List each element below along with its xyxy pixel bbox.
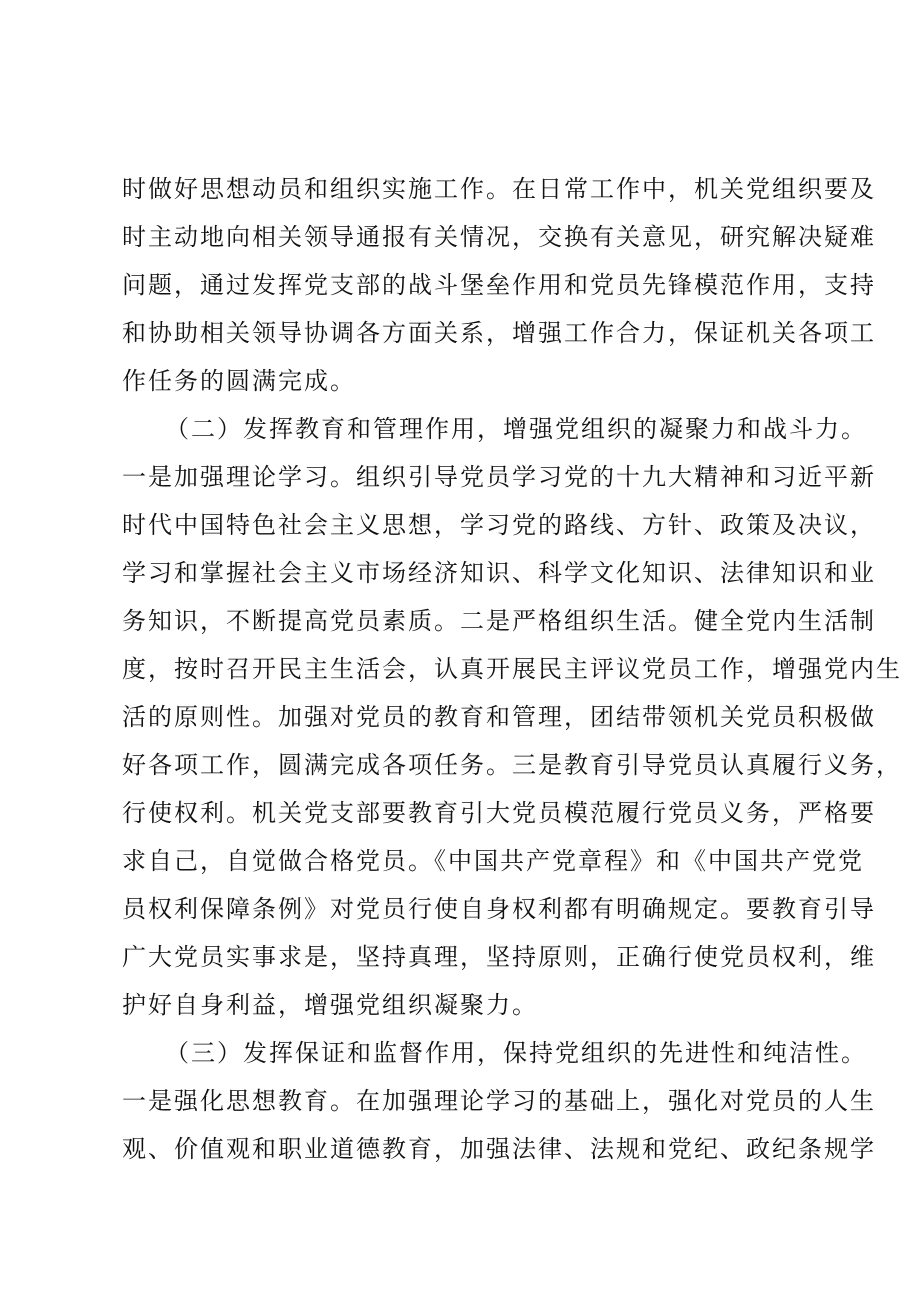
section-heading-2: （二）发挥教育和管理作用，增强党组织的凝聚力和战斗力。 [165, 415, 867, 443]
text-line: 时代中国特色社会主义思想，学习党的路线、方针、政策及决议， [122, 511, 876, 539]
text-line: 活的原则性。加强对党员的教育和管理，团结带领机关党员积极做 [122, 703, 876, 731]
text-line: 学习和掌握社会主义市场经济知识、科学文化知识、法律知识和业 [122, 559, 876, 587]
text-line: 问题，通过发挥党支部的战斗堡垒作用和党员先锋模范作用，支持 [122, 271, 876, 299]
text-line: 时主动地向相关领导通报有关情况，交换有关意见，研究解决疑难 [122, 223, 876, 251]
text-line: 作任务的圆满完成。 [122, 367, 356, 395]
text-line: 求自己，自觉做合格党员。《中国共产党章程》和《中国共产党党 [122, 847, 864, 875]
text-line: 务知识，不断提高党员素质。二是严格组织生活。健全党内生活制 [122, 607, 876, 635]
text-line: 好各项工作，圆满完成各项任务。三是教育引导党员认真履行义务， [122, 751, 902, 779]
text-line: 时做好思想动员和组织实施工作。在日常工作中，机关党组织要及 [122, 175, 876, 203]
text-line: 护好自身利益，增强党组织凝聚力。 [122, 991, 538, 1019]
text-line: 观、价值观和职业道德教育，加强法律、法规和党纪、政纪条规学 [122, 1135, 876, 1163]
text-line: 度，按时召开民主生活会，认真开展民主评议党员工作，增强党内生 [122, 655, 902, 683]
text-line: 员权利保障条例》对党员行使自身权利都有明确规定。要教育引导 [122, 895, 876, 923]
text-line: 广大党员实事求是，坚持真理，坚持原则，正确行使党员权利，维 [122, 943, 876, 971]
text-line: 一是强化思想教育。在加强理论学习的基础上，强化对党员的人生 [122, 1087, 876, 1115]
text-line: 行使权利。机关党支部要教育引大党员模范履行党员义务，严格要 [122, 799, 876, 827]
document-body [122, 165, 902, 1173]
section-heading-3: （三）发挥保证和监督作用，保持党组织的先进性和纯洁性。 [165, 1039, 867, 1067]
text-line: 一是加强理论学习。组织引导党员学习党的十九大精神和习近平新 [122, 463, 876, 491]
text-line: 和协助相关领导协调各方面关系，增强工作合力，保证机关各项工 [122, 319, 876, 347]
